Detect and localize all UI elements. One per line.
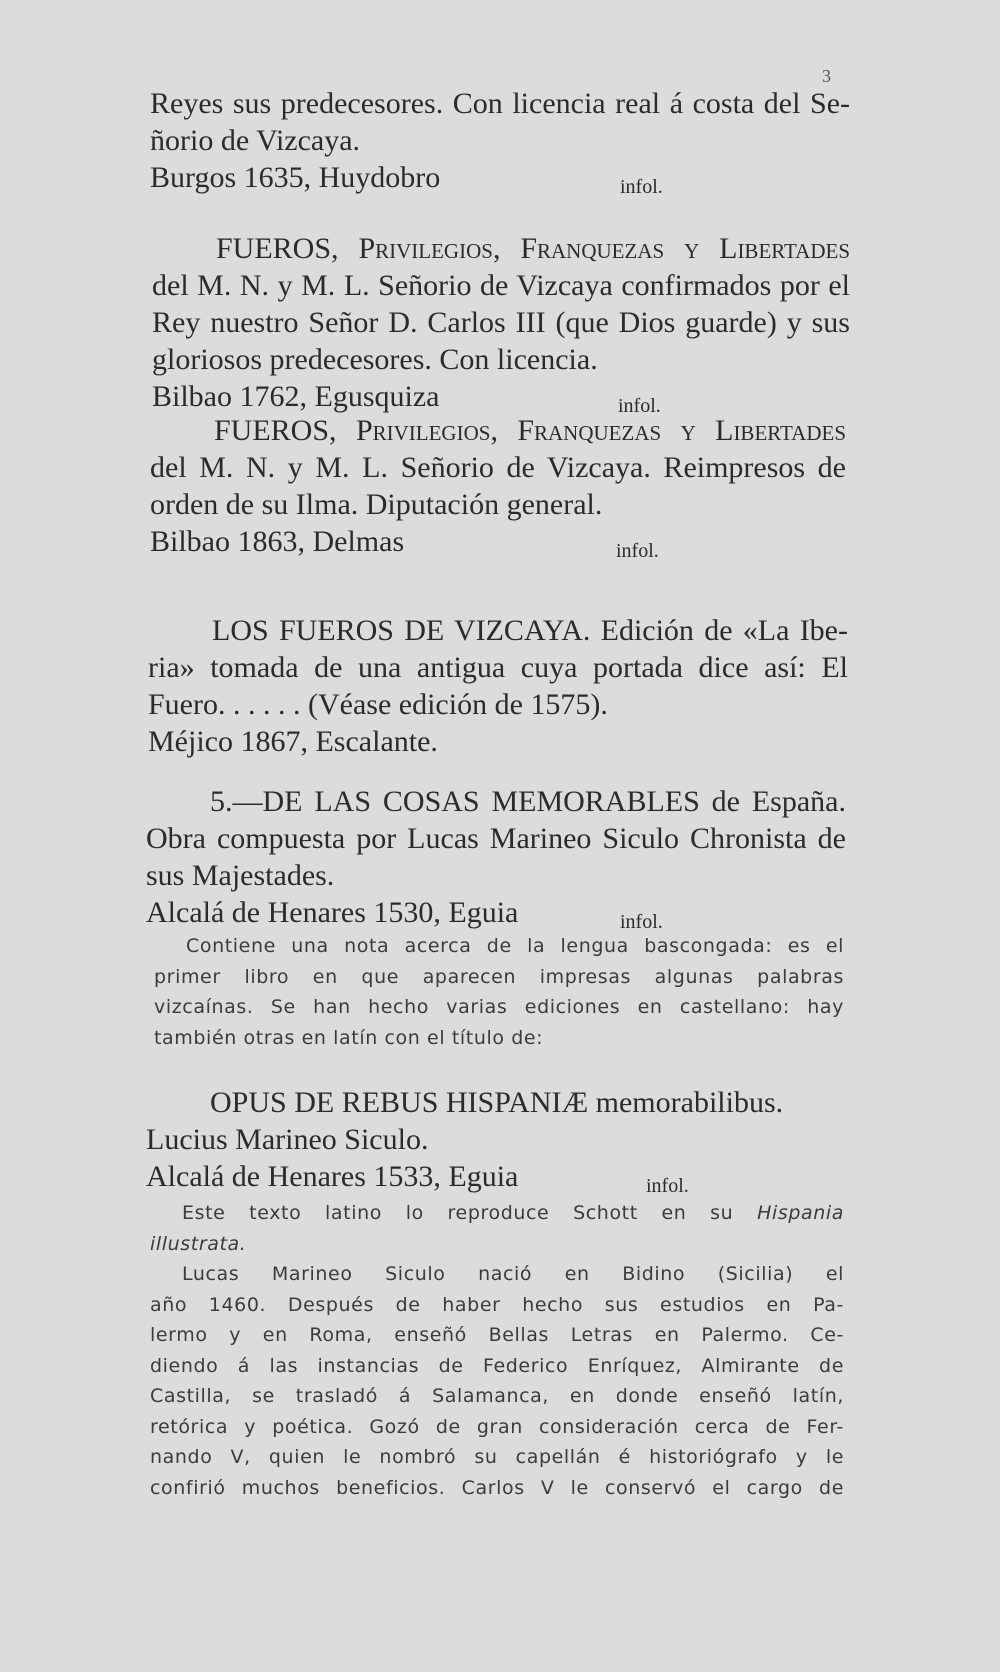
note-line: Contiene una nota acerca de la lengua bascongada: es el bbox=[186, 935, 844, 957]
text-line: gloriosos predecesores. Con licencia. bbox=[152, 343, 598, 376]
entry-continuation bbox=[150, 85, 850, 196]
note-line: vizcaínas. Se han hecho varias ediciones en castellano: hay bbox=[154, 996, 844, 1018]
entry-opus-de-rebus bbox=[146, 1084, 846, 1195]
imprint: Burgos 1635, Huydobro bbox=[150, 161, 441, 194]
imprint-line bbox=[150, 523, 846, 560]
format: infol. bbox=[618, 395, 661, 417]
text-line: orden de su Ilma. Diputación general. bbox=[150, 488, 603, 521]
imprint: Méjico 1867, Escalante. bbox=[148, 725, 438, 758]
format: infol. bbox=[646, 1175, 689, 1197]
imprint: Alcalá de Henares 1533, Eguia bbox=[146, 1160, 519, 1193]
text-line: Reyes sus predecesores. Con licencia real á costa del Se- bbox=[150, 87, 850, 120]
text-line: del M. N. y M. L. Señorio de Vizcaya confirmados por el bbox=[152, 269, 850, 302]
note-line: retórica y poética. Gozó de gran consideración cerca de Fer- bbox=[150, 1415, 844, 1438]
imprint-line bbox=[150, 159, 850, 196]
format: infol. bbox=[616, 540, 659, 562]
note-line: Lucas Marineo Siculo nació en Bidino (Sicilia) el bbox=[182, 1263, 844, 1285]
format: infol. bbox=[620, 176, 663, 198]
note-line: lermo y en Roma, enseñó Bellas Letras en Palermo. Ce- bbox=[150, 1324, 844, 1346]
text-line: sus Majestades. bbox=[146, 859, 335, 892]
entry-cosas-memorables bbox=[146, 783, 846, 931]
text-line: Rey nuestro Señor D. Carlos III (que Dios guarde) y sus bbox=[152, 306, 850, 339]
format: infol. bbox=[620, 911, 663, 933]
text-line: Obra compuesta por Lucas Marineo Siculo Chronista de bbox=[146, 822, 846, 855]
entry-title: OPUS DE REBUS HISPANIÆ memorabilibus. bbox=[210, 1086, 784, 1119]
imprint-line bbox=[152, 378, 850, 415]
entry-fueros-1762 bbox=[152, 230, 850, 415]
text-line: del M. N. y M. L. Señorio de Vizcaya. Reimpresos de bbox=[150, 451, 846, 484]
text-line: Lucius Marineo Siculo. bbox=[146, 1123, 429, 1156]
imprint: Bilbao 1762, Egusquiza bbox=[152, 380, 440, 413]
note-block bbox=[154, 931, 844, 1053]
text-line: ñorio de Vizcaya. bbox=[150, 124, 361, 157]
note-line: illustrata. bbox=[150, 1232, 247, 1255]
note-line: confirió muchos beneficios. Carlos V le conservó el cargo de bbox=[150, 1476, 844, 1499]
entry-title: FUEROS, Privilegios, Franquezas y Libertades bbox=[216, 232, 851, 265]
note-line: Este texto latino lo reproduce Schott en su Hispania bbox=[182, 1202, 845, 1224]
note-line: primer libro en que aparecen impresas algunas palabras bbox=[154, 965, 844, 988]
imprint: Alcalá de Henares 1530, Eguia bbox=[146, 896, 519, 929]
note-line: nando V, quien le nombró su capellán é historiógrafo y le bbox=[150, 1446, 844, 1468]
text-line: Fuero. . . . . . (Véase edición de 1575). bbox=[148, 688, 608, 721]
biography-note bbox=[150, 1198, 844, 1503]
imprint-line bbox=[146, 1158, 846, 1195]
note-line: diendo á las instancias de Federico Enríquez, Almirante de bbox=[150, 1354, 844, 1377]
entry-title: 5.—DE LAS COSAS MEMORABLES de España. bbox=[210, 785, 846, 818]
page-number: 3 bbox=[822, 66, 831, 86]
entry-fueros-1863 bbox=[150, 412, 846, 560]
entry-title: FUEROS, Privilegios, Franquezas y Libertades bbox=[214, 414, 847, 447]
note-line: Castilla, se trasladó á Salamanca, en donde enseñó latín, bbox=[150, 1385, 844, 1407]
note-line: año 1460. Después de haber hecho sus estudios en Pa- bbox=[150, 1293, 844, 1316]
text-line: ria» tomada de una antigua cuya portada dice así: El bbox=[148, 651, 848, 684]
entry-title: LOS FUEROS DE VIZCAYA. Edición de «La Ibe- bbox=[212, 614, 848, 647]
note-line: también otras en latín con el título de: bbox=[154, 1026, 544, 1049]
imprint: Bilbao 1863, Delmas bbox=[150, 525, 405, 558]
imprint-line bbox=[146, 894, 846, 931]
entry-fueros-1867 bbox=[148, 612, 848, 760]
